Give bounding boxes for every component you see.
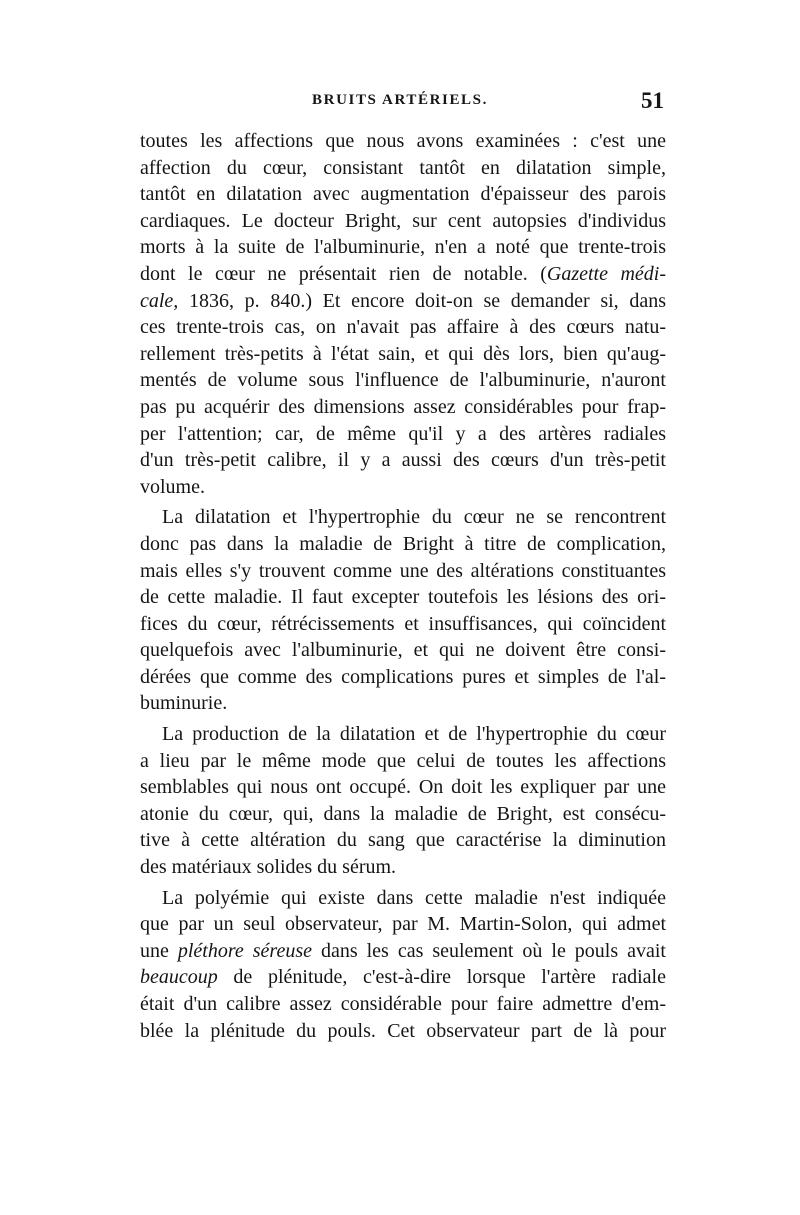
text-line: semblables qui nous ont occupé. On doit les expliquer par une [140,776,666,799]
text-line: blée la plénitude du pouls. Cet observateur part de là pour [140,1019,666,1042]
text-fragment: une [140,939,178,962]
text-line: rellement très-petits à l'état sain, et qui dès lors, bien qu'aug- [140,342,666,365]
italic-term: beaucoup [140,966,218,989]
text-line: per l'attention; car, de même qu'il y a des artères radiales [140,422,666,445]
text-fragment: dans les cas seulement où le pouls avait [312,939,666,962]
text-line: buminurie. [140,692,228,715]
text-line: d'un très-petit calibre, il y a aussi des cœurs d'un très-petit [140,449,666,472]
italic-citation: Gazette médi- [546,262,666,285]
text-line: mais elles s'y trouvent comme une des altérations constituantes [140,559,666,582]
body-text [140,128,666,1044]
text-line: fices du cœur, rétrécissements et insuffisances, qui coïncident [140,612,666,635]
paragraph [140,721,666,881]
text-line [140,261,666,288]
text-line [140,938,666,965]
paragraph [140,504,666,717]
text-line: mentés de volume sous l'influence de l'albuminurie, n'auront [140,369,666,392]
text-line: dérées que comme des complications pures et simples de l'al- [140,665,666,688]
text-line: quelquefois avec l'albuminurie, et qui ne doivent être consi- [140,639,666,662]
text-fragment: dont le cœur ne présentait rien de notable. ( [140,262,547,285]
text-line: tantôt en dilatation avec augmentation d'épaisseur des parois [140,183,666,206]
text-line: morts à la suite de l'albuminurie, n'en a noté que trente-trois [140,236,666,259]
text-line: toutes les affections que nous avons examinées : c'est une [140,130,666,152]
italic-term: pléthore séreuse [177,939,312,962]
text-fragment: 1836, p. 840.) Et encore doit-on se demander si, dans [178,289,666,312]
text-line: de cette maladie. Il faut excepter toutefois les lésions des ori- [140,586,666,609]
text-line: a lieu par le même mode que celui de toutes les affections [140,749,666,772]
text-fragment: de plénitude, c'est-à-dire lorsque l'artère radiale [217,966,666,989]
paragraph [140,885,666,1045]
running-head [140,88,664,122]
page-number: 51 [641,88,664,113]
text-line: était d'un calibre assez considérable pour faire admettre d'em- [140,993,666,1015]
text-line: affection du cœur, consistant tantôt en dilatation simple, [140,156,666,179]
text-line [140,288,666,315]
text-line: que par un seul observateur, par M. Martin-Solon, qui admet [140,913,666,936]
text-line: La polyémie qui existe dans cette maladie n'est indiquée [162,886,666,909]
italic-citation: cale, [140,289,179,312]
text-line: donc pas dans la maladie de Bright à titre de complication, [140,532,666,555]
text-line: pas pu acquérir des dimensions assez considérables pour frap- [140,395,666,418]
text-line: atonie du cœur, qui, dans la maladie de Bright, est consécu- [140,802,666,825]
running-title: BRUITS ARTÉRIELS. [312,92,488,108]
text-line: tive à cette altération du sang que caractérise la diminution [140,829,666,852]
text-line: La dilatation et l'hypertrophie du cœur ne se rencontrent [162,506,666,529]
text-line: volume. [140,475,205,498]
paragraph [140,128,666,500]
text-line: cardiaques. Le docteur Bright, sur cent autopsies d'individus [140,209,666,232]
text-line [140,964,666,991]
text-line: ces trente-trois cas, on n'avait pas affaire à des cœurs natu- [140,316,666,339]
text-line: des matériaux solides du sérum. [140,856,397,879]
text-line: La production de la dilatation et de l'hypertrophie du cœur [162,723,666,746]
